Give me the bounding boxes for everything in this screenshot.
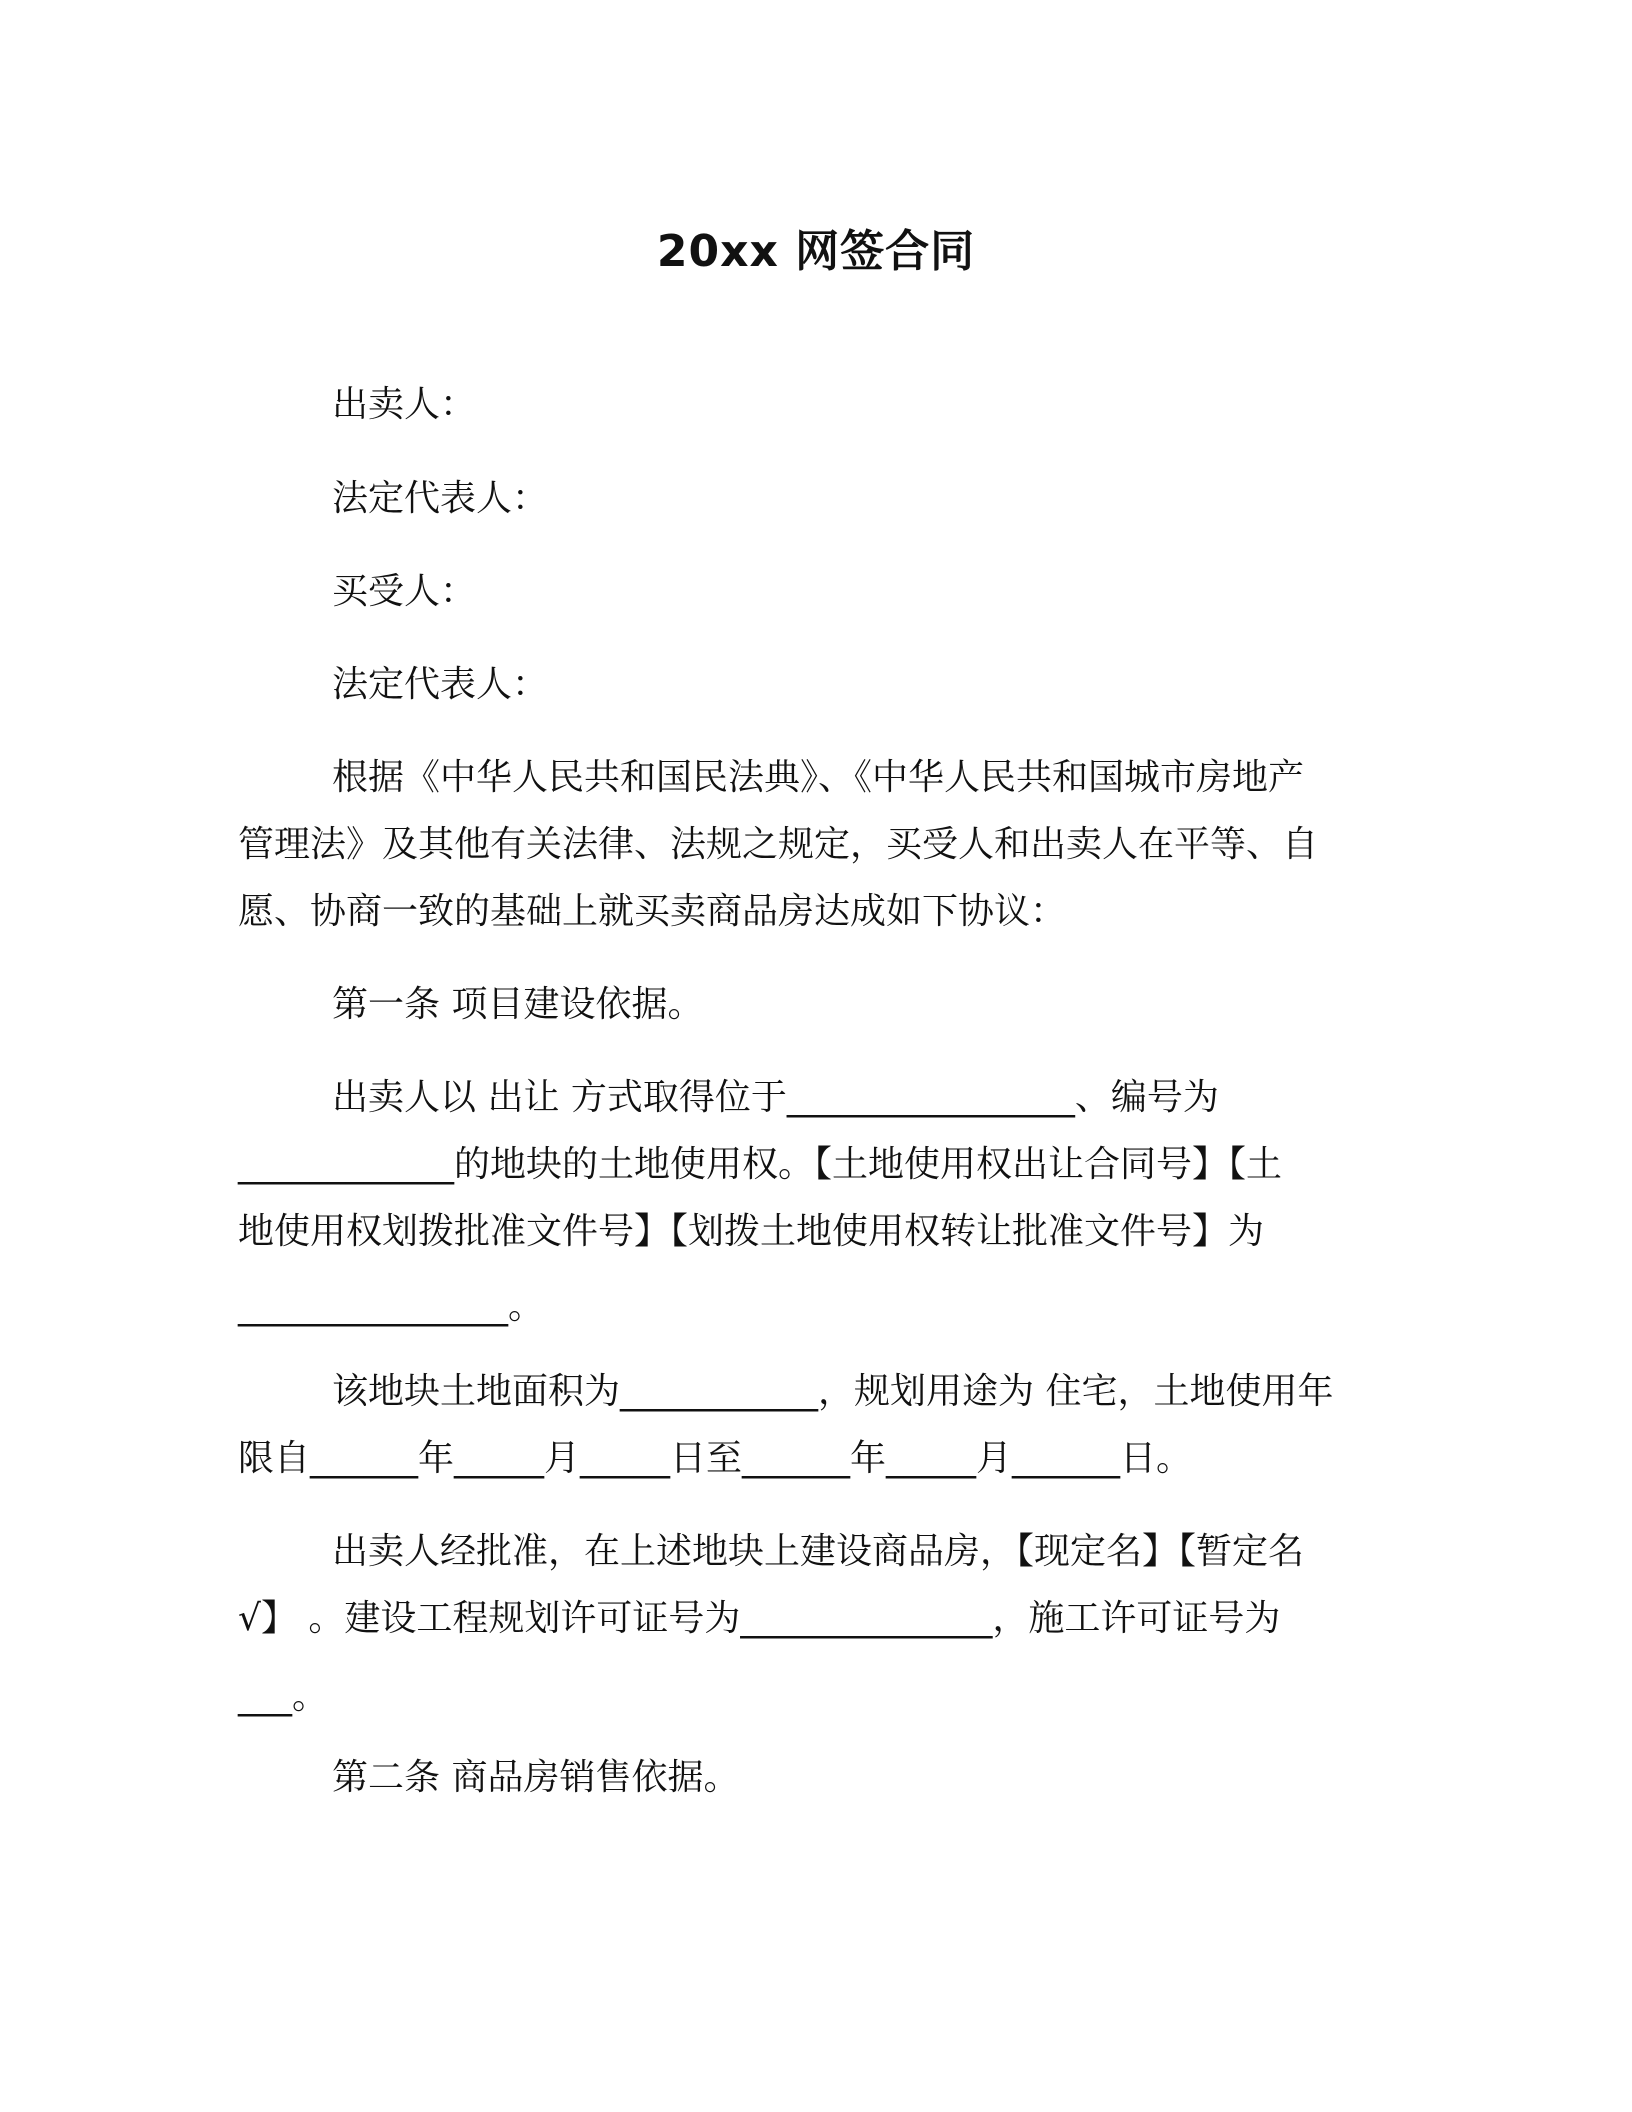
preamble-line-2: 管理法》及其他有关法律、法规之规定，买受人和出卖人在平等、自 xyxy=(238,824,1319,865)
preamble-line-1: 根据《中华人民共和国民法典》、《中华人民共和国城市房地产 xyxy=(332,757,1305,798)
article-1-heading: 第一条 项目建设依据。 xyxy=(332,984,704,1025)
document-title: 20xx 网签合同 xyxy=(656,226,976,277)
buyer-representative-label: 法定代表人： xyxy=(332,664,549,705)
article-1-para-1-line-2: ____________的地块的土地使用权。【土地使用权出让合同号】【土 xyxy=(238,1144,1283,1185)
article-1-para-1-line-1: 出卖人以 出让 方式取得位于________________、编号为 xyxy=(332,1077,1219,1118)
preamble-line-3: 愿、协商一致的基础上就买卖商品房达成如下协议： xyxy=(238,891,1067,932)
article-1-para-2-line-1: 该地块土地面积为___________，规划用途为 住宅，土地使用年 xyxy=(332,1371,1334,1412)
seller-representative-label: 法定代表人： xyxy=(332,478,549,519)
article-1-para-3-line-2: √】 。建设工程规划许可证号为______________，施工许可证号为 xyxy=(238,1598,1281,1639)
buyer-label: 买受人： xyxy=(332,571,477,612)
article-1-para-3-line-1: 出卖人经批准，在上述地块上建设商品房，【现定名】【暂定名 xyxy=(332,1531,1305,1572)
article-1-para-1-line-4: _______________。 xyxy=(238,1286,544,1327)
seller-label: 出卖人： xyxy=(332,384,477,425)
article-1-para-1-line-3: 地使用权划拨批准文件号】【划拨土地使用权转让批准文件号】为 xyxy=(238,1211,1265,1252)
article-2-heading: 第二条 商品房销售依据。 xyxy=(332,1757,740,1798)
article-1-para-2-line-2: 限自______年_____月_____日至______年_____月______日。 xyxy=(238,1438,1192,1479)
article-1-para-3-line-3: ___。 xyxy=(238,1676,329,1717)
